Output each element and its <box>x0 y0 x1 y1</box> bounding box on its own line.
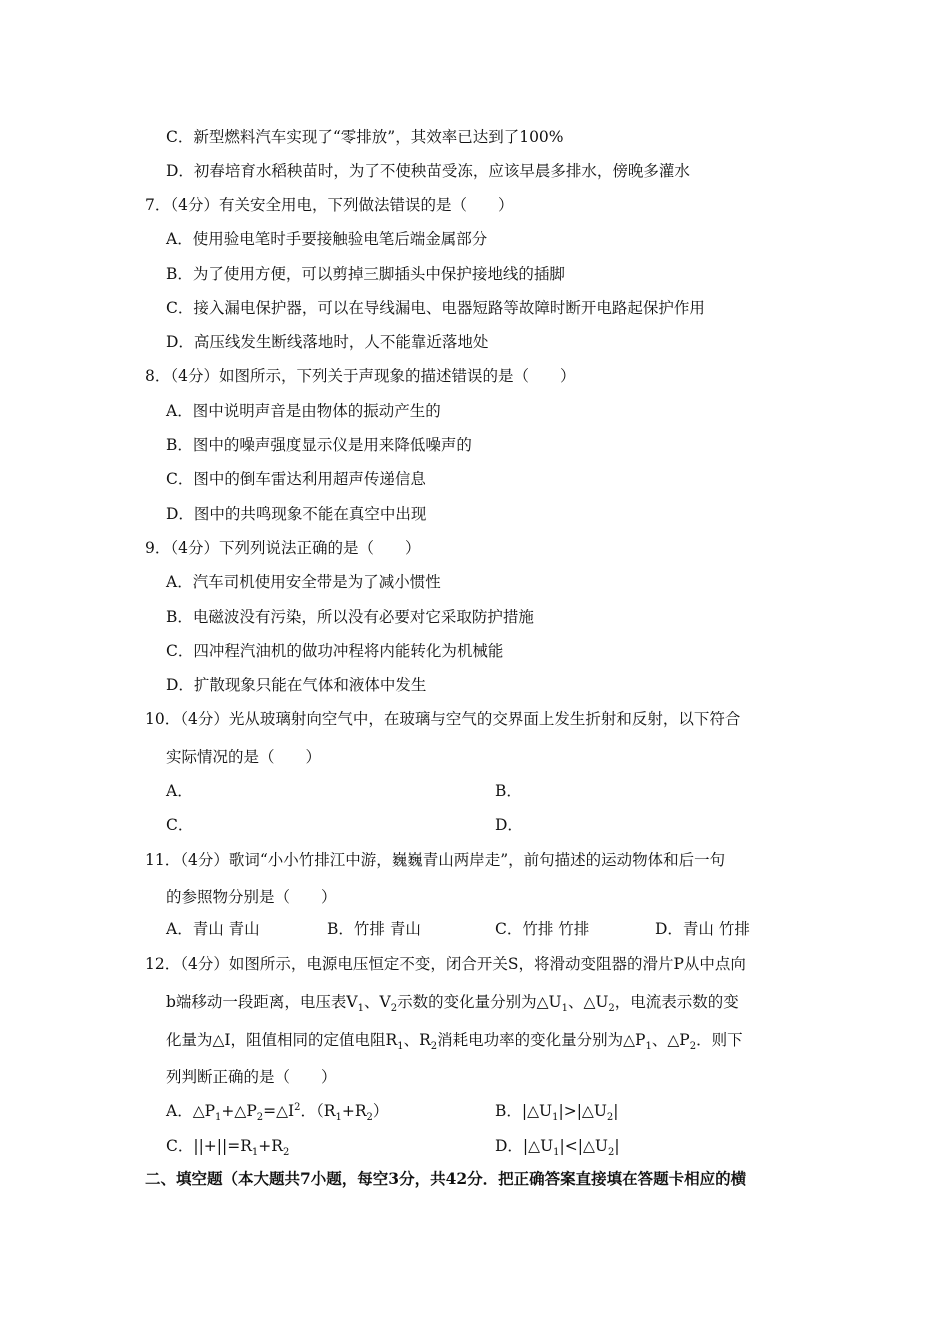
q9-option-d: D．扩散现象只能在气体和液体中发生 <box>166 676 427 694</box>
q12-option-b: B．$|\triangle U_1|>|\triangle U_2|$ <box>495 1102 619 1124</box>
question-10: 10．（4分）光从玻璃射向空气中，在玻璃与空气的交界面上发生折射和反射，以下符合 <box>145 710 741 728</box>
q7-option-c: C．接入漏电保护器，可以在导线漏电、电器短路等故障时断开电路起保护作用 <box>166 299 705 317</box>
q11-option-d: D．青山 竹排 <box>655 920 750 938</box>
question-12-line-4: 列判断正确的是（ ） <box>166 1068 337 1086</box>
q12-option-d: D．$|\triangle U_1|<|\triangle U_2|$ <box>495 1137 620 1159</box>
q8-option-c: C．图中的倒车雷达利用超声传递信息 <box>166 470 426 488</box>
question-12-line-3: 化量为△I，阻值相同的定值电阻$R_1$、$R_2$消耗电功率的变化量分别为$\triangle P_1$、$\triangle P_2$．则下 <box>166 1031 743 1053</box>
question-12-line-2: b端移动一段距离，电压表$V_1$、$V_2$示数的变化量分别为$\triangle U_1$、$\triangle U_2$，电流表示数的变 <box>166 993 739 1015</box>
q9-option-b: B．电磁波没有污染，所以没有必要对它采取防护措施 <box>166 608 534 626</box>
question-11-cont: 的参照物分别是（ ） <box>166 888 337 906</box>
q10-option-a: A． <box>166 782 193 800</box>
q10-option-c: C． <box>166 816 194 834</box>
q6-option-d: D．初春培育水稻秧苗时，为了不使秧苗受冻，应该早晨多排水，傍晚多灌水 <box>166 162 690 180</box>
q12-option-c: C．$||+||=R_1+R_2$ <box>166 1137 290 1159</box>
q11-option-a: A．青山 青山 <box>166 920 260 938</box>
question-12: 12．（4分）如图所示，电源电压恒定不变，闭合开关S，将滑动变阻器的滑片P从中点向 <box>145 955 746 973</box>
q11-option-b: B．竹排 青山 <box>327 920 421 938</box>
q8-option-d: D．图中的共鸣现象不能在真空中出现 <box>166 505 427 523</box>
q7-option-a: A．使用验电笔时手要接触验电笔后端金属部分 <box>166 230 488 248</box>
q8-option-b: B．图中的噪声强度显示仪是用来降低噪声的 <box>166 436 472 454</box>
question-8: 8．（4分）如图所示，下列关于声现象的描述错误的是（ ） <box>145 367 576 385</box>
q9-option-a: A．汽车司机使用安全带是为了减小惯性 <box>166 573 441 591</box>
q9-option-c: C．四冲程汽油机的做功冲程将内能转化为机械能 <box>166 642 504 660</box>
question-7: 7．（4分）有关安全用电，下列做法错误的是（ ） <box>145 196 514 214</box>
q7-option-d: D．高压线发生断线落地时，人不能靠近落地处 <box>166 333 489 351</box>
question-9: 9．（4分）下列列说法正确的是（ ） <box>145 539 421 557</box>
q10-option-d: D． <box>495 816 523 834</box>
section-2-heading: 二、填空题（本大题共7小题，每空3分，共42分．把正确答案直接填在答题卡相应的横 <box>145 1169 747 1188</box>
q7-option-b: B．为了使用方便，可以剪掉三脚插头中保护接地线的插脚 <box>166 265 565 283</box>
q8-option-a: A．图中说明声音是由物体的振动产生的 <box>166 402 441 420</box>
q10-option-b: B． <box>495 782 522 800</box>
question-11: 11．（4分）歌词“小小竹排江中游，巍巍青山两岸走”，前句描述的运动物体和后一句 <box>145 851 726 869</box>
q11-option-c: C．竹排 竹排 <box>495 920 590 938</box>
q6-option-c: C．新型燃料汽车实现了“零排放”，其效率已达到了100% <box>166 128 564 146</box>
question-10-cont: 实际情况的是（ ） <box>166 748 322 766</box>
q12-option-a: A．$\triangle P_1+\triangle P_2=\triangle I^2$．$(R_1+R_2)$ <box>166 1101 389 1124</box>
